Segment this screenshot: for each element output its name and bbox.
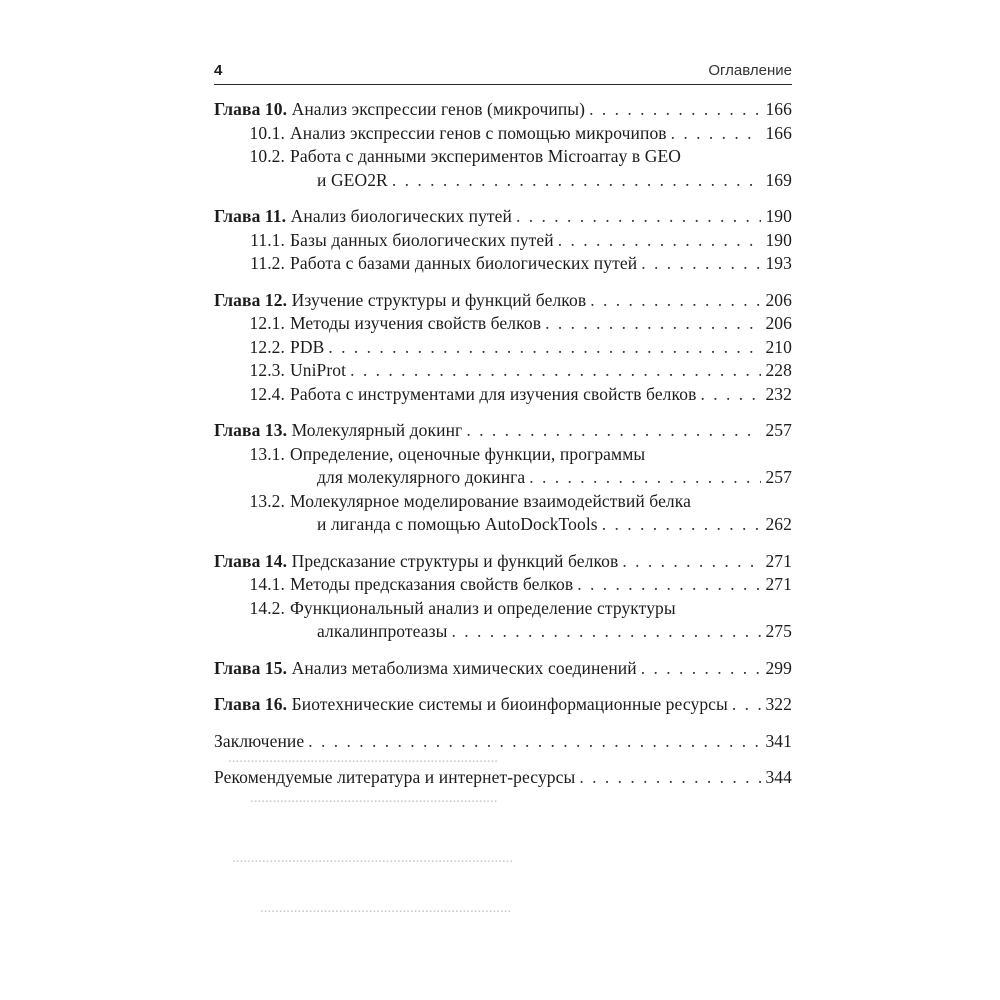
bleed-through-text: ..................................................................: [250, 790, 498, 806]
section-number: 11.2.: [250, 253, 285, 273]
toc-section-12-4[interactable]: [214, 383, 792, 407]
toc-section-13-1[interactable]: [214, 443, 792, 467]
dot-leader: [622, 550, 761, 574]
dot-leader: [558, 229, 762, 253]
chapter-title: Биотехнические системы и биоинформационные ресурсы: [291, 694, 728, 714]
page-ref: 257: [765, 467, 792, 487]
dot-leader: [641, 657, 762, 681]
page-ref: 166: [765, 122, 792, 143]
chapter-title: Молекулярный докинг: [291, 420, 463, 440]
section-title-continued: для молекулярного докинга: [317, 467, 526, 487]
section-title: Анализ экспрессии генов с помощью микрочипов: [290, 122, 667, 143]
toc-chapter-12[interactable]: [214, 289, 792, 313]
toc-chapter-11[interactable]: [214, 205, 792, 229]
section-number: 10.2.: [249, 146, 285, 166]
page-ref: 271: [765, 550, 792, 571]
section-title: Молекулярное моделирование взаимодействий белка: [290, 490, 691, 511]
dot-leader: [516, 205, 761, 229]
chapter-label: Глава 13.: [214, 420, 288, 440]
dot-leader: [732, 693, 762, 717]
toc-chapter-15[interactable]: [214, 657, 792, 681]
page-ref: 190: [765, 206, 792, 226]
toc-section-12-1[interactable]: [214, 312, 792, 336]
chapter-label: Глава 16.: [214, 694, 288, 714]
toc-conclusion[interactable]: [214, 730, 792, 754]
section-title: Методы предсказания свойств белков: [290, 574, 574, 594]
section-title: Методы изучения свойств белков: [290, 313, 542, 333]
page-ref: 190: [765, 229, 792, 250]
section-title: Базы данных биологических путей: [290, 229, 554, 250]
section-number: 14.1.: [249, 574, 285, 594]
section-number: 12.4.: [249, 383, 285, 404]
literature-title: Рекомендуемые литература и интернет-ресурсы: [214, 767, 576, 787]
toc-section-14-2[interactable]: [214, 597, 792, 621]
bleed-through-text: ...................................................................: [260, 900, 512, 916]
section-number: 12.3.: [249, 360, 285, 380]
bleed-through-text: ...........................................................................: [232, 850, 514, 866]
page-ref: 344: [765, 767, 792, 787]
page-ref: 262: [765, 514, 792, 534]
section-title-continued: алкалинпротеазы: [317, 621, 448, 641]
dot-leader: [671, 122, 762, 146]
toc-section-13-1-continued[interactable]: [214, 466, 792, 490]
toc-section-14-2-continued[interactable]: [214, 620, 792, 644]
dot-leader: [700, 383, 761, 407]
chapter-label: Глава 12.: [214, 289, 288, 310]
toc-section-11-2[interactable]: [214, 252, 792, 276]
conclusion-title: Заключение: [214, 730, 305, 751]
toc-chapter-16[interactable]: [214, 693, 792, 717]
dot-leader: [451, 620, 761, 644]
dot-leader: [545, 312, 761, 336]
page-ref: 166: [765, 99, 792, 119]
section-title: Функциональный анализ и определение структуры: [290, 597, 676, 618]
page-ref: 322: [765, 694, 792, 714]
page-ref: 169: [765, 169, 792, 190]
page-ref: 271: [765, 574, 792, 594]
page-ref: 206: [765, 289, 792, 310]
page-ref: 299: [765, 657, 792, 678]
toc-section-11-1[interactable]: [214, 229, 792, 253]
dot-leader: [590, 289, 761, 313]
section-title-continued: и лиганда с помощью AutoDockTools: [317, 514, 598, 534]
section-number: 10.1.: [249, 122, 285, 143]
dot-leader: [308, 730, 761, 754]
dot-leader: [392, 169, 762, 193]
toc-section-14-1[interactable]: [214, 573, 792, 597]
chapter-label: Глава 14.: [214, 550, 288, 571]
page-number: 4: [214, 62, 223, 79]
section-number: 11.1.: [250, 229, 285, 250]
running-title: Оглавление: [708, 62, 792, 79]
toc-section-10-2[interactable]: [214, 145, 792, 169]
chapter-title: Анализ экспрессии генов (микрочипы): [291, 99, 586, 119]
section-number: 14.2.: [249, 597, 285, 618]
toc-section-13-2[interactable]: [214, 490, 792, 514]
section-title: Определение, оценочные функции, программы: [290, 443, 646, 464]
dot-leader: [589, 98, 761, 122]
dot-leader: [350, 359, 761, 383]
section-title: Работа с инструментами для изучения свойств белков: [290, 383, 697, 404]
section-title: Работа с данными экспериментов Microarray в GEO: [290, 146, 682, 166]
page-ref: 193: [765, 253, 792, 273]
chapter-title: Анализ биологических путей: [290, 206, 512, 226]
chapter-title: Анализ метаболизма химических соединений: [291, 657, 637, 678]
running-header: [214, 62, 792, 85]
section-number: 13.1.: [249, 443, 285, 464]
page-ref: 257: [765, 420, 792, 440]
toc-chapter-14[interactable]: [214, 550, 792, 574]
section-title-continued: и GEO2R: [317, 169, 388, 190]
toc-section-13-2-continued[interactable]: [214, 513, 792, 537]
chapter-label: Глава 11.: [214, 206, 287, 226]
toc-chapter-13[interactable]: [214, 419, 792, 443]
page-ref: 206: [765, 313, 792, 333]
bleed-through-text: ........................................................................: [228, 750, 498, 766]
toc-chapter-10[interactable]: [214, 98, 792, 122]
section-title: Работа с базами данных биологических путей: [290, 253, 638, 273]
dot-leader: [466, 419, 761, 443]
chapter-label: Глава 10.: [214, 99, 288, 119]
section-title: UniProt: [290, 360, 347, 380]
section-number: 12.1.: [249, 313, 285, 333]
toc-section-10-1[interactable]: [214, 122, 792, 146]
toc-section-12-2[interactable]: [214, 336, 792, 360]
chapter-title: Изучение структуры и функций белков: [291, 289, 587, 310]
table-of-contents: [214, 98, 792, 790]
chapter-label: Глава 15.: [214, 657, 288, 678]
dot-leader: [602, 513, 762, 537]
dot-leader: [328, 336, 761, 360]
section-title: PDB: [290, 336, 325, 357]
page-ref: 228: [765, 360, 792, 380]
dot-leader: [529, 466, 761, 490]
page-ref: 341: [765, 730, 792, 751]
dot-leader: [577, 573, 761, 597]
page-ref: 232: [765, 383, 792, 404]
dot-leader: [641, 252, 761, 276]
toc-section-10-2-continued[interactable]: [214, 169, 792, 193]
toc-section-12-3[interactable]: [214, 359, 792, 383]
toc-literature[interactable]: [214, 766, 792, 790]
section-number: 12.2.: [249, 336, 285, 357]
chapter-title: Предсказание структуры и функций белков: [291, 550, 619, 571]
page-ref: 210: [765, 336, 792, 357]
dot-leader: [579, 766, 761, 790]
page-ref: 275: [765, 621, 792, 641]
section-number: 13.2.: [249, 490, 285, 511]
